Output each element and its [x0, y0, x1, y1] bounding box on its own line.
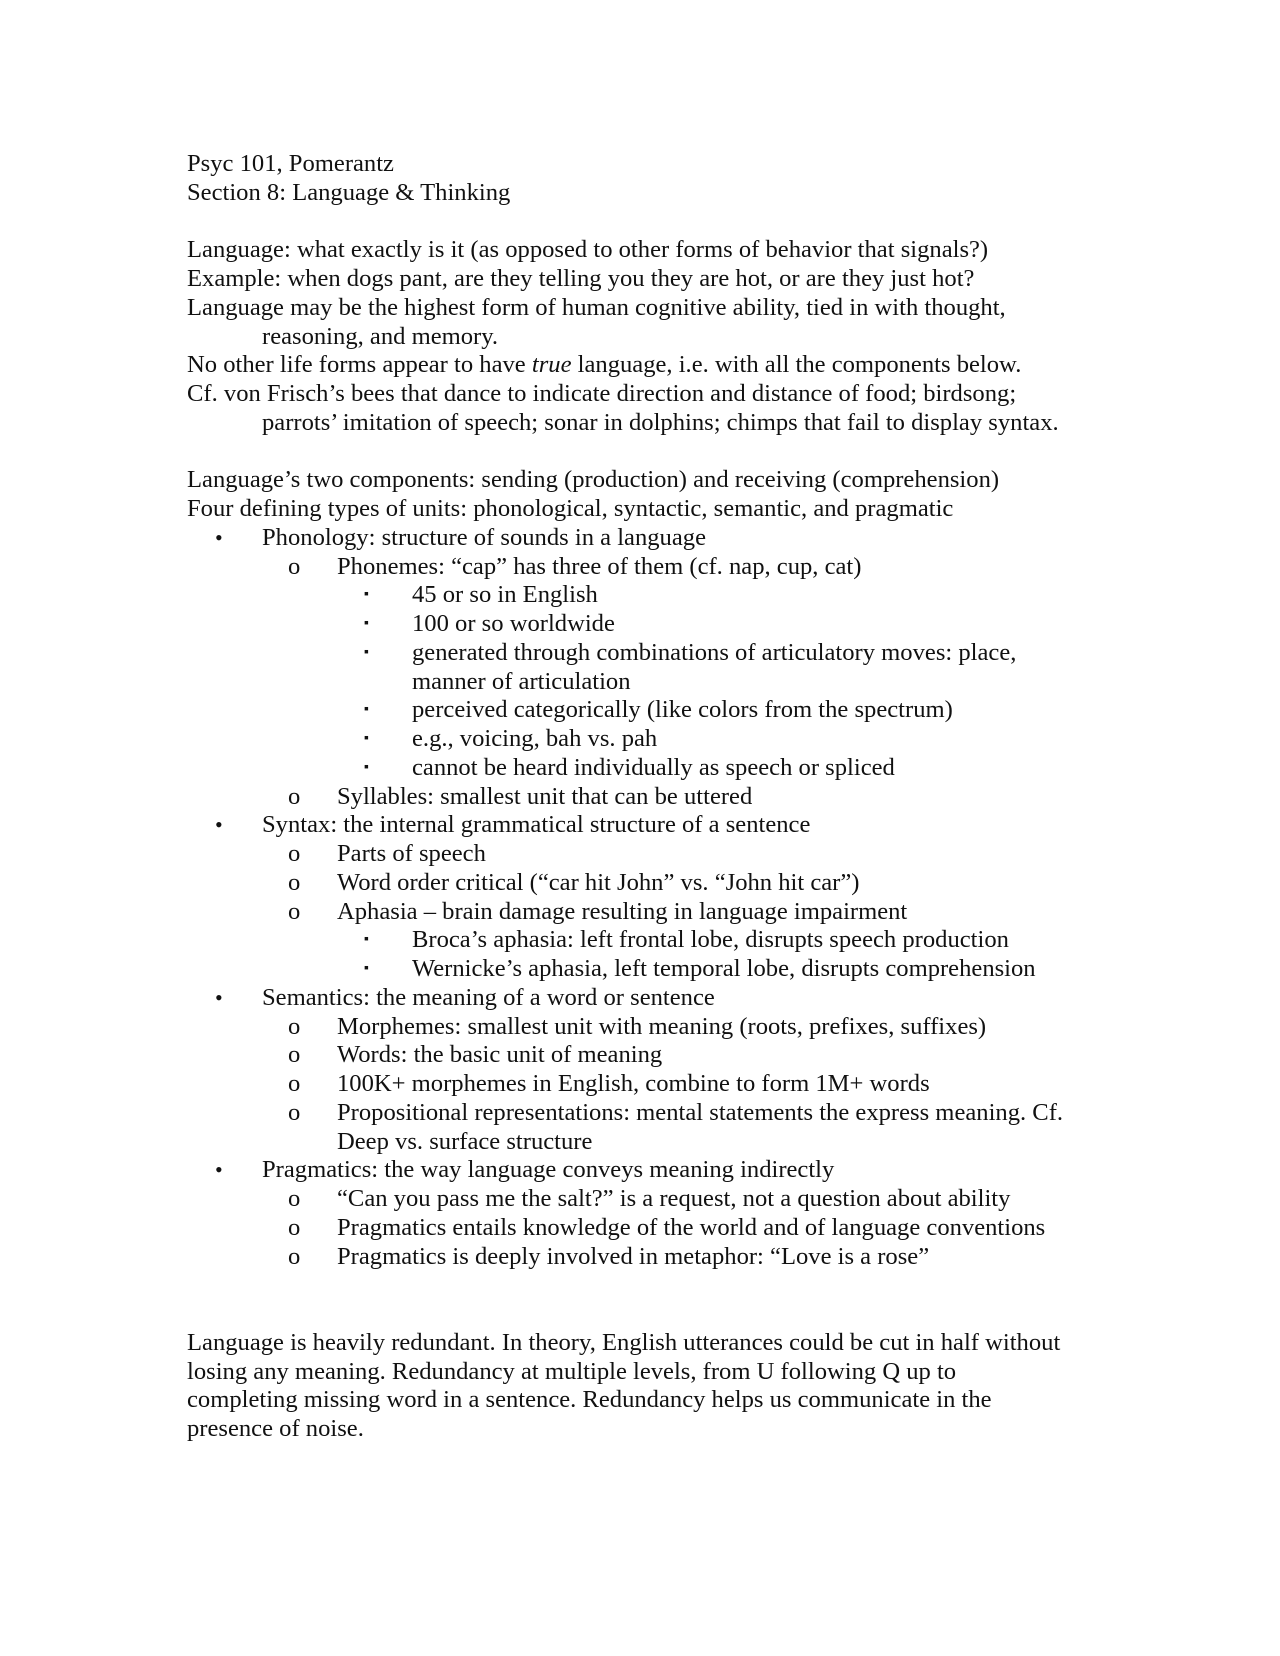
list-item: [187, 869, 1187, 898]
item-text: Word order critical (“car hit John” vs. “John hit car”): [337, 868, 860, 896]
item-text: Pragmatics: the way language conveys meaning indirectly: [262, 1156, 835, 1184]
circle-bullet-icon: o: [288, 1098, 301, 1126]
intro-line: Language may be the highest form of human cognitive ability, tied in with thought,: [187, 293, 1006, 321]
item-text: Morphemes: smallest unit with meaning (roots, prefixes, suffixes): [337, 1012, 987, 1040]
list-item: [187, 926, 1187, 955]
subbullet-syllables: [187, 783, 1187, 812]
list-item: [187, 1243, 1187, 1272]
components-line: Language’s two components: sending (production) and receiving (comprehension): [187, 466, 1000, 494]
text: language, i.e. with all the components below.: [571, 351, 1022, 379]
list-item-continued: [187, 668, 1187, 697]
circle-bullet-icon: o: [288, 552, 301, 580]
square-bullet-icon: ▪: [364, 644, 369, 660]
bullet-phonology: [187, 524, 1187, 553]
square-bullet-icon: ▪: [364, 731, 369, 746]
item-text: Parts of speech: [337, 840, 486, 867]
subbullet-phonemes: [187, 553, 1187, 582]
square-bullet-icon: ▪: [364, 616, 369, 631]
list-item: [187, 955, 1187, 984]
components-line: Four defining types of units: phonological, syntactic, semantic, and pragmatic: [187, 495, 954, 522]
item-text: Pragmatics is deeply involved in metaphor: “Love is a rose”: [337, 1242, 930, 1270]
item-text: Propositional representations: mental statements the express meaning. Cf.: [337, 1098, 1064, 1126]
item-text: Phonology: structure of sounds in a language: [262, 523, 706, 551]
item-text: 100 or so worldwide: [412, 610, 615, 637]
circle-bullet-icon: o: [288, 1012, 301, 1040]
item-text: Deep vs. surface structure: [337, 1127, 593, 1155]
redundancy-line: completing missing word in a sentence. Redundancy helps us communicate in the: [187, 1386, 992, 1414]
redundancy-line: losing any meaning. Redundancy at multiple levels, from U following Q up to: [187, 1357, 957, 1385]
item-text: Syllables: smallest unit that can be uttered: [337, 782, 753, 810]
item-text: perceived categorically (like colors from the spectrum): [412, 696, 953, 724]
list-item: [187, 898, 1187, 927]
text: No other life forms appear to have: [187, 351, 532, 379]
item-text: Semantics: the meaning of a word or sentence: [262, 983, 715, 1011]
item-text: Aphasia – brain damage resulting in language impairment: [337, 897, 908, 925]
item-text: “Can you pass me the salt?” is a request, not a question about ability: [337, 1185, 1011, 1212]
list-item: [187, 696, 1187, 725]
list-item: [187, 1185, 1187, 1214]
list-item: [187, 1070, 1187, 1099]
square-bullet-icon: ▪: [364, 702, 369, 718]
circle-bullet-icon: o: [288, 897, 301, 925]
intro-line-continued: reasoning, and memory.: [262, 322, 499, 350]
bullet-icon: •: [215, 524, 223, 550]
bullet-semantics: [187, 984, 1187, 1013]
intro-line: Example: when dogs pant, are they telling you they are hot, or are they just hot?: [187, 265, 975, 292]
intro-line: Language: what exactly is it (as opposed to other forms of behavior that signals?): [187, 236, 989, 264]
square-bullet-icon: ▪: [364, 932, 369, 948]
circle-bullet-icon: o: [288, 1070, 301, 1097]
bullet-syntax: [187, 811, 1187, 840]
bullet-icon: •: [215, 1157, 223, 1183]
circle-bullet-icon: o: [288, 1041, 301, 1069]
item-text: generated through combinations of articulatory moves: place,: [412, 638, 1017, 666]
circle-bullet-icon: o: [288, 868, 301, 896]
circle-bullet-icon: o: [288, 1213, 301, 1241]
redundancy-line: Language is heavily redundant. In theory, English utterances could be cut in half without: [187, 1328, 1061, 1356]
item-text: e.g., voicing, bah vs. pah: [412, 725, 658, 752]
bullet-icon: •: [215, 812, 223, 838]
list-item: [187, 581, 1187, 610]
circle-bullet-icon: o: [288, 1185, 301, 1212]
circle-bullet-icon: o: [288, 1242, 301, 1270]
item-text: Phonemes: “cap” has three of them (cf. nap, cup, cat): [337, 552, 862, 580]
list-item: [187, 840, 1187, 869]
item-text: Broca’s aphasia: left frontal lobe, disrupts speech production: [412, 926, 1009, 954]
section-title: Section 8: Language & Thinking: [187, 178, 511, 206]
list-item: [187, 1214, 1187, 1243]
item-text: cannot be heard individually as speech or spliced: [412, 753, 895, 781]
list-item: [187, 610, 1187, 639]
list-item: [187, 639, 1187, 668]
item-text: manner of articulation: [412, 667, 631, 695]
circle-bullet-icon: o: [288, 782, 301, 810]
list-item-continued: [187, 1128, 1187, 1157]
item-text: Syntax: the internal grammatical structure of a sentence: [262, 811, 811, 839]
bullet-pragmatics: [187, 1156, 1187, 1185]
item-text: Pragmatics entails knowledge of the world and of language conventions: [337, 1213, 1046, 1241]
list-item: [187, 1041, 1187, 1070]
document-page: [187, 150, 1187, 1444]
redundancy-line: presence of noise.: [187, 1415, 364, 1442]
intro-line-continued: parrots’ imitation of speech; sonar in dolphins; chimps that fail to display syntax.: [262, 408, 1059, 436]
item-text: 100K+ morphemes in English, combine to form 1M+ words: [337, 1070, 930, 1097]
course-title: Psyc 101, Pomerantz: [187, 150, 394, 177]
intro-line: Cf. von Frisch’s bees that dance to indicate direction and distance of food; birdsong;: [187, 380, 1017, 407]
circle-bullet-icon: o: [288, 840, 301, 867]
bullet-icon: •: [215, 984, 223, 1010]
item-text: Words: the basic unit of meaning: [337, 1041, 663, 1069]
emphasis-true: true: [531, 351, 572, 379]
list-item: [187, 1099, 1187, 1128]
list-item: [187, 1013, 1187, 1042]
intro-line: [187, 351, 1187, 380]
item-text: Wernicke’s aphasia, left temporal lobe, disrupts comprehension: [412, 955, 1036, 982]
list-item: [187, 725, 1187, 754]
square-bullet-icon: ▪: [364, 759, 369, 775]
list-item: [187, 754, 1187, 783]
item-text: 45 or so in English: [412, 581, 598, 609]
square-bullet-icon: ▪: [364, 587, 369, 603]
square-bullet-icon: ▪: [364, 961, 369, 976]
